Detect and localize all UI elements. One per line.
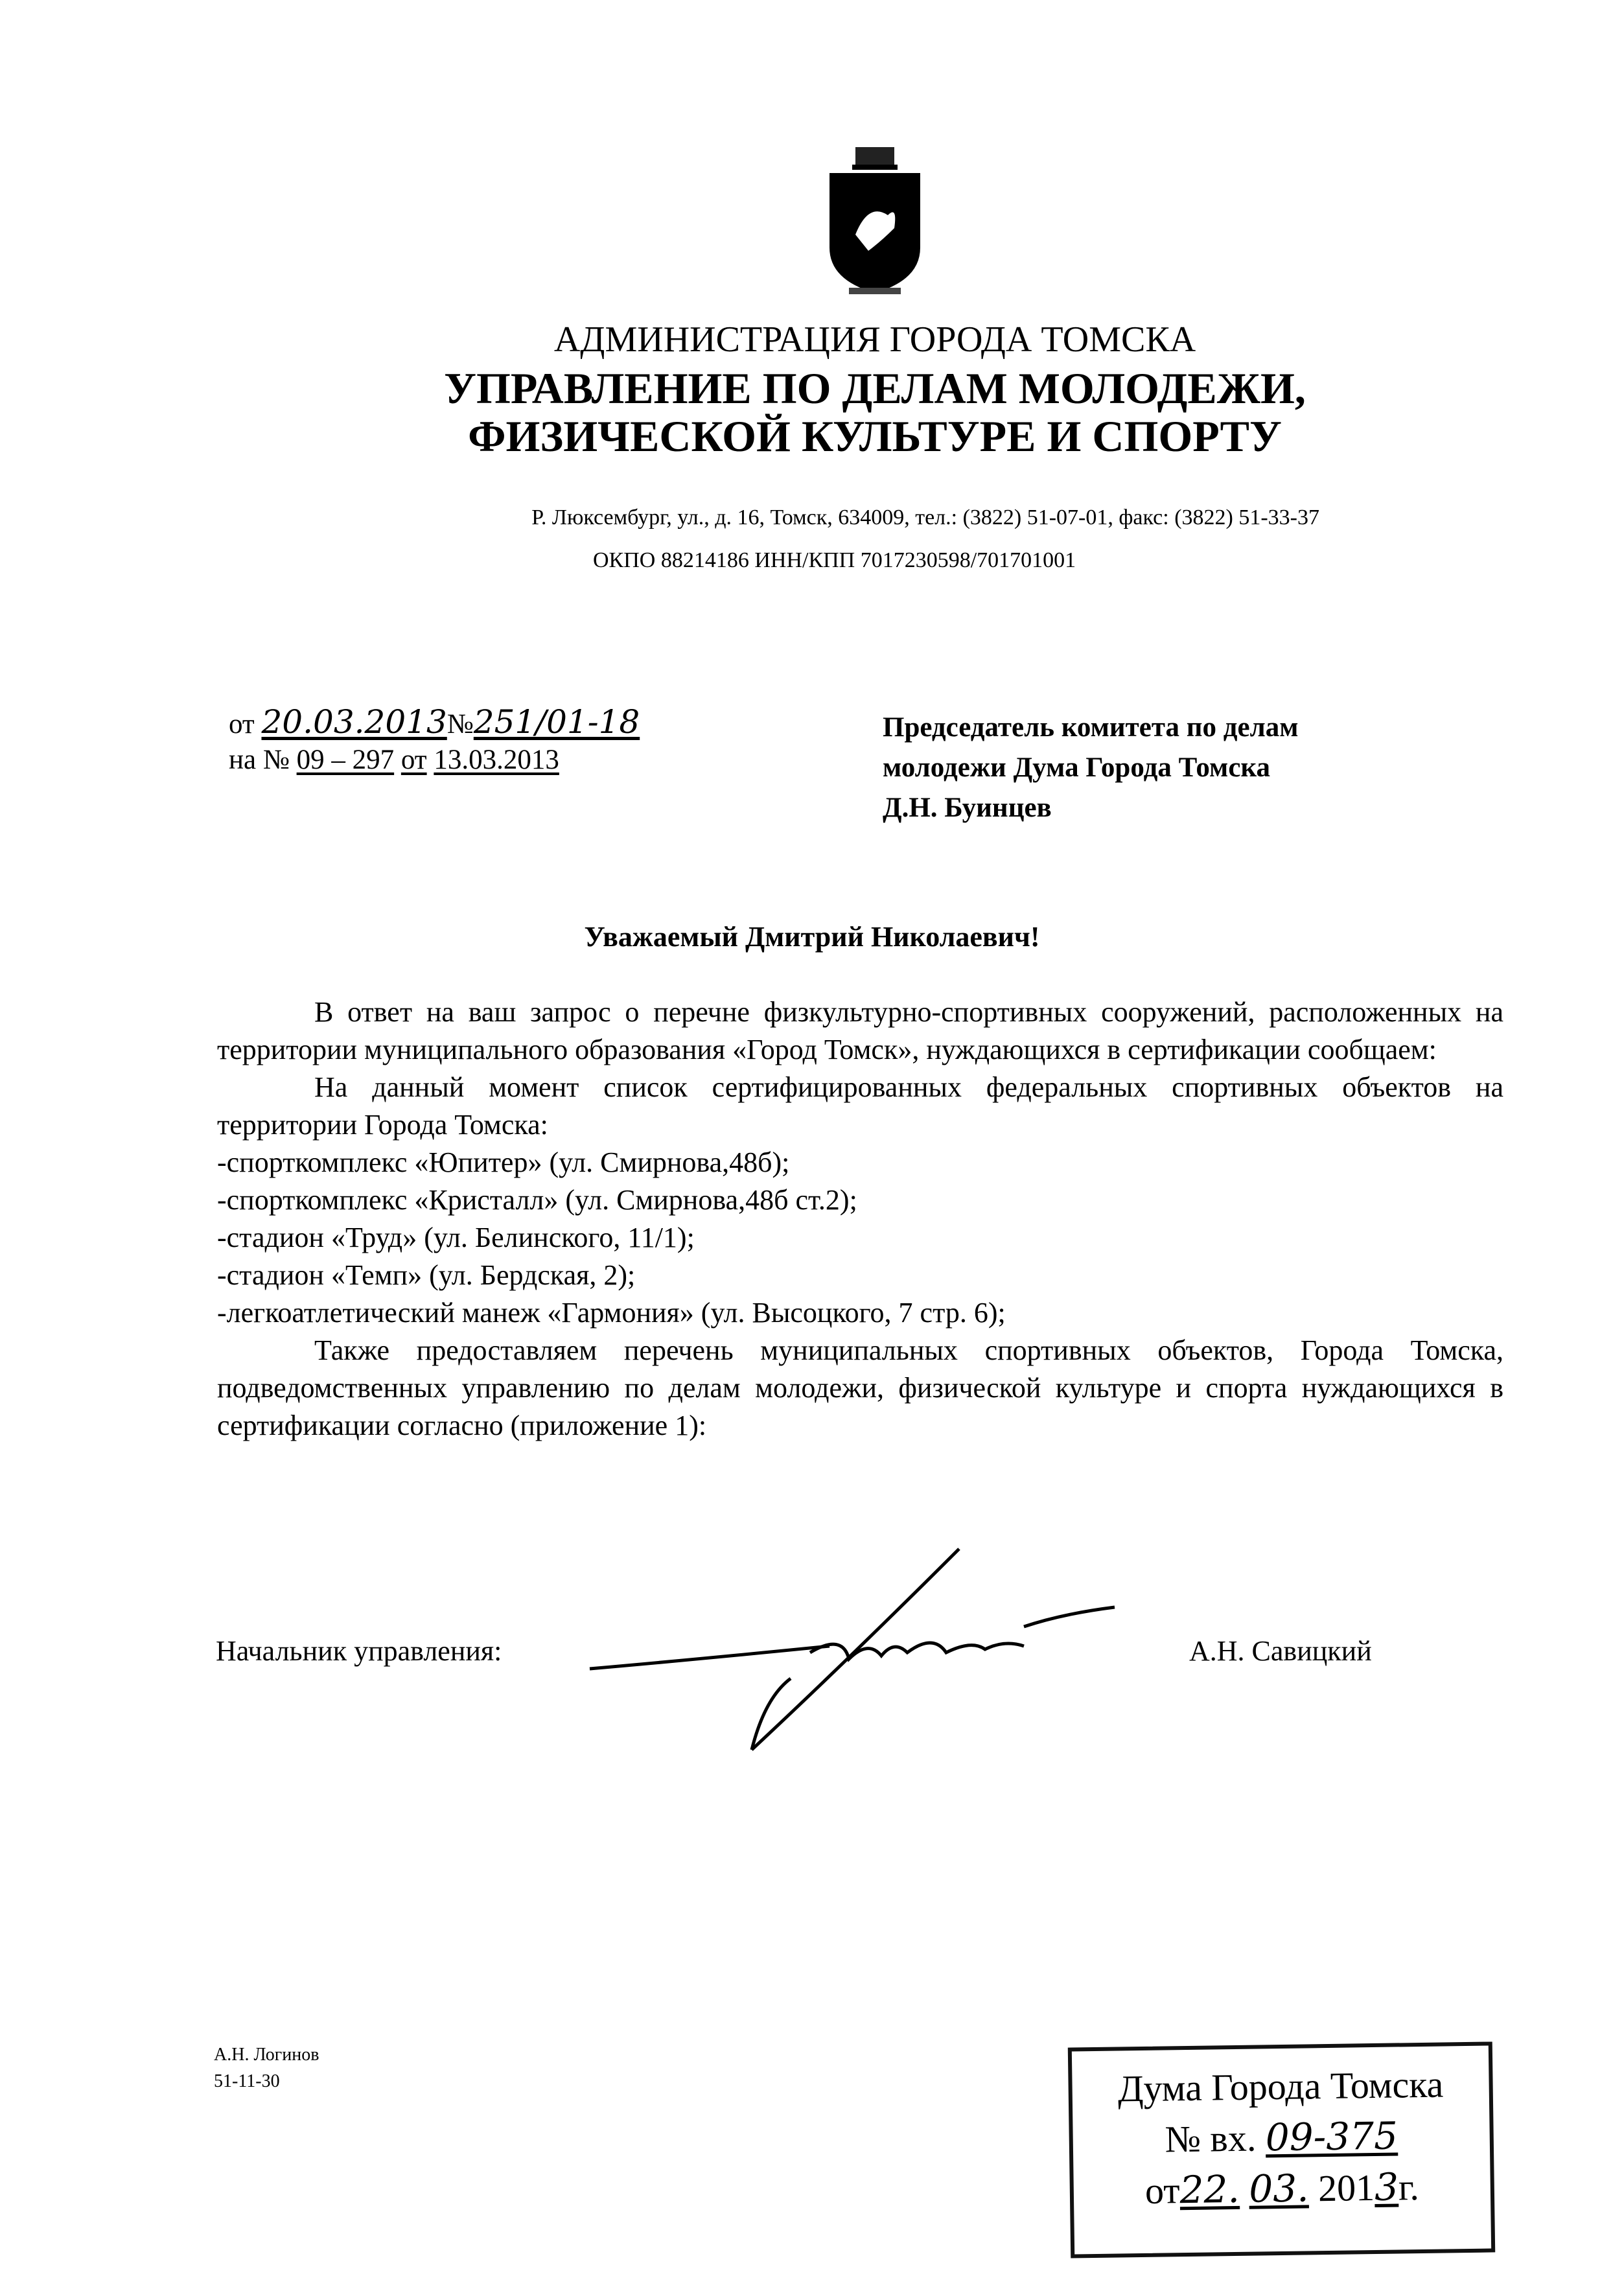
- paragraph: На данный момент список сертифицированных федеральных спортивных объектов на территории Города Томска:: [217, 1071, 1503, 1141]
- outgoing-reference: [229, 703, 640, 741]
- stamp-in-number: 09-375: [1265, 2113, 1398, 2160]
- outgoing-date: 20.03.2013: [261, 703, 447, 741]
- to-label: на №: [229, 745, 290, 775]
- org-name: АДМИНИСТРАЦИЯ ГОРОДА ТОМСКА: [553, 319, 1196, 360]
- department-name-line1: УПРАВЛЕНИЕ ПО ДЕЛАМ МОЛОДЕЖИ,: [444, 364, 1306, 413]
- stamp-incoming-row: [1073, 2109, 1490, 2166]
- paragraph: Также предоставляем перечень муниципальных спортивных объектов, Города Томска, подведомственных управлению по делам молодежи, физической культуре и спорта нуждающихся в сертификации согласно (приложение 1):: [217, 1334, 1503, 1441]
- stamp-date-label: от: [1144, 2169, 1181, 2212]
- paragraph: В ответ на ваш запрос о перечне физкультурно-спортивных сооружений, расположенных на территории муниципального образования «Город Томск», нуждающихся в сертификации сообщаем:: [217, 996, 1503, 1065]
- stamp-in-label: № вх.: [1165, 2117, 1257, 2161]
- executor-phone: 51-11-30: [214, 2071, 280, 2091]
- reply-number: 09 – 297: [296, 745, 395, 775]
- list-item: -спорткомплекс «Юпитер» (ул. Смирнова,48б);: [217, 1146, 790, 1178]
- reply-from-label: от: [400, 745, 427, 775]
- list-item: -стадион «Темп» (ул. Бердская, 2);: [217, 1259, 636, 1291]
- signer-position: Начальник управления:: [216, 1635, 502, 1667]
- signer-name: А.Н. Савицкий: [1189, 1635, 1372, 1667]
- stamp-day: 22.: [1179, 2166, 1240, 2212]
- org-codes: ОКПО 88214186 ИНН/КПП 7017230598/701701001: [593, 548, 1076, 572]
- list-item: -легкоатлетический манеж «Гармония» (ул. Высоцкого, 7 стр. 6);: [217, 1297, 1006, 1329]
- outgoing-number: 251/01-18: [473, 703, 640, 741]
- number-label: №: [447, 709, 474, 739]
- coat-of-arms-emblem: [823, 144, 927, 299]
- stamp-year-prefix: 201: [1317, 2166, 1375, 2210]
- stamp-month: 03.: [1248, 2166, 1310, 2211]
- letter-body: [217, 993, 1503, 1445]
- address: Р. Люксембург, ул., д. 16, Томск, 634009, тел.: (3822) 51-07-01, факс: (3822) 51-33-37: [531, 505, 1319, 529]
- list-item: -стадион «Труд» (ул. Белинского, 11/1);: [217, 1222, 695, 1253]
- addressee-name: Д.Н. Буинцев: [883, 793, 1052, 823]
- list-item: -спорткомплекс «Кристалл» (ул. Смирнова,48б ст.2);: [217, 1184, 857, 1216]
- reply-date: 13.03.2013: [434, 745, 559, 775]
- department-name-line2: ФИЗИЧЕСКОЙ КУЛЬТУРЕ И СПОРТУ: [468, 412, 1282, 461]
- handwritten-signature: [570, 1529, 1128, 1776]
- executor-name: А.Н. Логинов: [214, 2045, 319, 2065]
- stamp-date-row: [1073, 2161, 1491, 2218]
- incoming-reference: [229, 744, 559, 776]
- greeting: Уважаемый Дмитрий Николаевич!: [584, 921, 1040, 953]
- stamp-title: Дума Города Томска: [1117, 2063, 1444, 2110]
- addressee-line1: Председатель комитета по делам: [883, 712, 1299, 743]
- addressee-line2: молодежи Дума Города Томска: [883, 752, 1271, 783]
- stamp-year-g: г.: [1398, 2166, 1420, 2209]
- from-label: от: [229, 709, 255, 739]
- registration-stamp: [1068, 2041, 1495, 2258]
- stamp-year-suffix: 3: [1374, 2165, 1399, 2209]
